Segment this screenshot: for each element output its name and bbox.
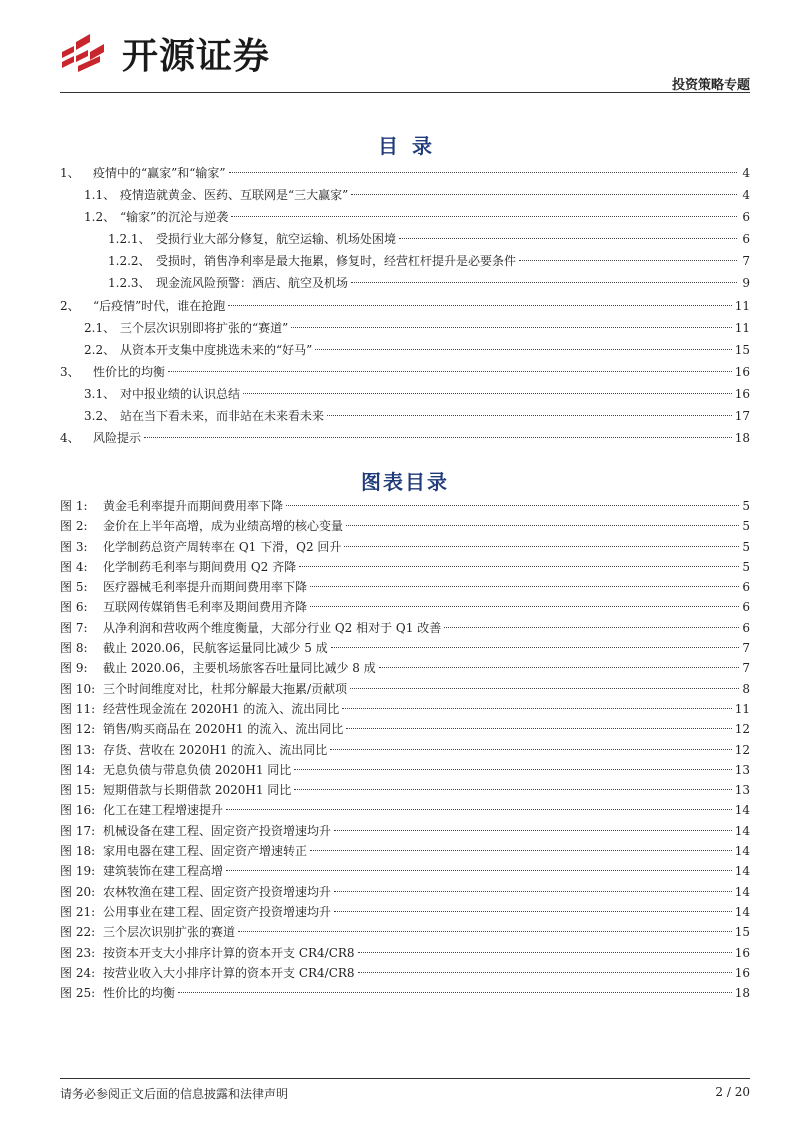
company-logo-icon bbox=[60, 30, 110, 76]
figure-entry-text: 截止 2020.06，民航客运量同比减少 5 成 bbox=[103, 641, 328, 656]
figure-entry-text: 经营性现金流在 2020H1 的流入、流出同比 bbox=[103, 701, 340, 716]
figure-entry-number: 图 5: bbox=[60, 580, 88, 595]
toc-entry[interactable] bbox=[60, 272, 750, 294]
figure-entry-text: 存货、营收在 2020H1 的流入、流出同比 bbox=[103, 742, 328, 757]
leader-dots bbox=[379, 667, 740, 668]
leader-dots bbox=[310, 586, 739, 587]
figure-entry[interactable] bbox=[60, 658, 750, 678]
figure-entry-page: 5 bbox=[742, 499, 750, 513]
toc-entry-text: 疫情中的“赢家”和“输家” bbox=[93, 166, 226, 180]
toc-entry-text: 现金流风险预警：酒店、航空及机场 bbox=[156, 276, 349, 291]
figure-entry-page: 5 bbox=[742, 539, 750, 554]
figure-entry-page: 8 bbox=[742, 681, 750, 696]
leader-dots bbox=[178, 992, 732, 993]
figure-entry[interactable] bbox=[60, 882, 750, 902]
figure-entry-text: 销售/购买商品在 2020H1 的流入、流出同比 bbox=[103, 722, 344, 737]
company-name: 开源证券 bbox=[122, 36, 271, 77]
toc-entry-number: 3.1、 bbox=[84, 386, 116, 401]
figure-entry-page: 18 bbox=[734, 986, 750, 1001]
figure-entry-number: 图 11: bbox=[60, 701, 96, 716]
figure-entry[interactable] bbox=[60, 821, 750, 841]
toc-entry-text: “后疫情”时代，谁在抢跑 bbox=[93, 298, 226, 313]
figure-entry-page: 11 bbox=[734, 701, 750, 716]
toc-entry-number: 1.1、 bbox=[84, 188, 116, 203]
figure-entry[interactable] bbox=[60, 780, 750, 800]
toc-entry-number: 3.2、 bbox=[84, 409, 116, 424]
figure-entry-number: 图 16: bbox=[60, 803, 96, 818]
footer-divider bbox=[60, 1078, 750, 1079]
figure-entry-text: 公用事业在建工程、固定资产投资增速均升 bbox=[103, 904, 332, 919]
leader-dots bbox=[334, 891, 732, 892]
toc-entry-number: 1.2.1、 bbox=[108, 232, 151, 247]
figure-entry[interactable] bbox=[60, 760, 750, 780]
toc-entry-text: 受损时，销售净利率是最大拖累，修复时，经营杠杆提升是必要条件 bbox=[156, 254, 517, 269]
toc-entry-text: 对中报业绩的认识总结 bbox=[120, 386, 241, 401]
leader-dots bbox=[358, 972, 732, 973]
figure-entry-number: 图 20: bbox=[60, 884, 96, 899]
figure-entry-number: 图 25: bbox=[60, 986, 96, 1001]
figure-entry-page: 7 bbox=[742, 661, 750, 676]
leader-dots bbox=[351, 282, 737, 283]
figure-entry-page: 13 bbox=[734, 762, 750, 777]
toc-entry[interactable] bbox=[60, 162, 750, 184]
figure-entry-text: 建筑装饰在建工程高增 bbox=[103, 864, 224, 879]
figure-entry[interactable] bbox=[60, 719, 750, 739]
figure-entry-number: 图 14: bbox=[60, 762, 96, 777]
figure-entry-number: 图 8: bbox=[60, 641, 88, 656]
toc-entry-page: 17 bbox=[734, 409, 750, 424]
table-of-contents bbox=[60, 162, 750, 449]
toc-entry-page: 6 bbox=[742, 210, 750, 225]
toc-entry[interactable] bbox=[60, 383, 750, 405]
toc-entry[interactable] bbox=[60, 250, 750, 272]
figure-entry-number: 图 9: bbox=[60, 661, 88, 676]
toc-entry-number: 1.2.3、 bbox=[108, 276, 151, 291]
figure-entry-text: 三个层次识别扩张的赛道 bbox=[103, 925, 236, 940]
leader-dots bbox=[238, 931, 732, 932]
page-number: 2 / 20 bbox=[715, 1085, 750, 1099]
figure-entry-text: 短期借款与长期借款 2020H1 同比 bbox=[103, 783, 292, 798]
toc-entry-text: 性价比的均衡 bbox=[93, 364, 166, 379]
leader-dots bbox=[291, 327, 731, 328]
figure-entry[interactable] bbox=[60, 516, 750, 536]
leader-dots bbox=[346, 728, 731, 729]
leader-dots bbox=[294, 789, 731, 790]
figure-entry-page: 13 bbox=[734, 783, 750, 798]
toc-entry-text: 受损行业大部分修复，航空运输、机场处困境 bbox=[156, 232, 397, 247]
figure-entry[interactable] bbox=[60, 800, 750, 820]
leader-dots bbox=[168, 371, 732, 372]
figure-entry-text: 家用电器在建工程、固定资产增速转正 bbox=[103, 844, 308, 859]
leader-dots bbox=[399, 238, 737, 239]
leader-dots bbox=[228, 305, 731, 306]
toc-entry-page: 18 bbox=[734, 431, 750, 446]
toc-entry-text: 三个层次识别即将扩张的“赛道” bbox=[120, 320, 289, 335]
figure-entry[interactable] bbox=[60, 943, 750, 963]
toc-entry[interactable] bbox=[60, 206, 750, 228]
leader-dots bbox=[350, 688, 739, 689]
toc-entry[interactable] bbox=[60, 295, 750, 317]
toc-entry-number: 4、 bbox=[60, 431, 80, 446]
figure-entry-page: 6 bbox=[742, 620, 750, 635]
toc-entry[interactable] bbox=[60, 405, 750, 427]
toc-entry-number: 3、 bbox=[60, 364, 80, 379]
toc-entry-number: 2.1、 bbox=[84, 320, 116, 335]
figure-entry-number: 图 17: bbox=[60, 823, 96, 838]
toc-entry-text: 风险提示 bbox=[93, 431, 142, 446]
figure-entry-text: 三个时间维度对比，杜邦分解最大拖累/贡献项 bbox=[103, 681, 348, 696]
figure-entry-text: 医疗器械毛利率提升而期间费用率下降 bbox=[103, 580, 308, 595]
figure-entry-number: 图 24: bbox=[60, 965, 96, 980]
figure-entry-page: 14 bbox=[734, 864, 750, 879]
figure-entry-number: 图 3: bbox=[60, 539, 88, 554]
figure-entry[interactable] bbox=[60, 679, 750, 699]
page-header bbox=[60, 22, 750, 92]
toc-entry-text: 站在当下看未来，而非站在未来看未来 bbox=[120, 409, 325, 424]
figure-entry-text: 化工在建工程增速提升 bbox=[103, 803, 224, 818]
footer-disclaimer: 请务必参阅正文后面的信息披露和法律声明 bbox=[60, 1087, 289, 1101]
leader-dots bbox=[231, 216, 737, 217]
toc-entry-text: 疫情造就黄金、医药、互联网是“三大赢家” bbox=[120, 188, 349, 203]
leader-dots bbox=[519, 260, 737, 261]
leader-dots bbox=[444, 627, 739, 628]
toc-entry-number: 2、 bbox=[60, 298, 80, 313]
figure-entry-page: 6 bbox=[742, 600, 750, 615]
toc-entry-page: 15 bbox=[734, 342, 750, 357]
figure-entry-number: 图 4: bbox=[60, 559, 88, 574]
leader-dots bbox=[226, 809, 732, 810]
leader-dots bbox=[331, 647, 740, 648]
figure-entry-page: 5 bbox=[742, 519, 750, 534]
figure-entry-page: 16 bbox=[734, 945, 750, 960]
figure-entry[interactable] bbox=[60, 557, 750, 577]
figure-entry-number: 图 1: bbox=[60, 499, 88, 513]
leader-dots bbox=[344, 546, 739, 547]
figure-entry[interactable] bbox=[60, 577, 750, 597]
figure-entry-number: 图 2: bbox=[60, 519, 88, 534]
toc-entry-page: 6 bbox=[742, 232, 750, 247]
leader-dots bbox=[346, 525, 739, 526]
figure-entry[interactable] bbox=[60, 740, 750, 760]
figure-entry-text: 化学制药毛利率与期间费用 Q2 齐降 bbox=[103, 559, 297, 574]
figure-entry-number: 图 7: bbox=[60, 620, 88, 635]
toc-entry-page: 11 bbox=[734, 320, 750, 335]
figure-entry-number: 图 12: bbox=[60, 722, 96, 737]
figure-entry-number: 图 13: bbox=[60, 742, 96, 757]
figure-entry[interactable] bbox=[60, 597, 750, 617]
leader-dots bbox=[286, 505, 739, 506]
figure-entry-text: 机械设备在建工程、固定资产投资增速均升 bbox=[103, 823, 332, 838]
toc-entry-page: 9 bbox=[742, 276, 750, 291]
toc-entry[interactable] bbox=[60, 184, 750, 206]
figure-entry-text: 互联网传媒销售毛利率及期间费用齐降 bbox=[103, 600, 308, 615]
toc-entry[interactable] bbox=[60, 228, 750, 250]
figure-list-title: 图表目录 bbox=[361, 470, 449, 494]
figure-entry-text: 无息负债与带息负债 2020H1 同比 bbox=[103, 762, 292, 777]
toc-entry-page: 4 bbox=[742, 188, 750, 203]
leader-dots bbox=[226, 870, 732, 871]
leader-dots bbox=[358, 952, 732, 953]
toc-entry-page: 4 bbox=[742, 166, 750, 180]
figure-entry-page: 7 bbox=[742, 641, 750, 656]
toc-entry-page: 16 bbox=[734, 386, 750, 401]
figure-entry-page: 6 bbox=[742, 580, 750, 595]
report-type: 投资策略专题 bbox=[671, 78, 750, 93]
figure-entry-text: 金价在上半年高增，成为业绩高增的核心变量 bbox=[103, 519, 344, 534]
figure-entry-page: 16 bbox=[734, 965, 750, 980]
leader-dots bbox=[315, 349, 731, 350]
leader-dots bbox=[310, 606, 739, 607]
toc-entry-number: 2.2、 bbox=[84, 342, 116, 357]
figure-entry-text: 化学制药总资产周转率在 Q1 下滑，Q2 回升 bbox=[103, 539, 342, 554]
leader-dots bbox=[334, 830, 732, 831]
toc-entry-page: 16 bbox=[734, 364, 750, 379]
toc-entry-page: 7 bbox=[742, 254, 750, 269]
figure-list bbox=[60, 496, 750, 1003]
toc-entry[interactable] bbox=[60, 317, 750, 339]
figure-entry-text: 黄金毛利率提升而期间费用率下降 bbox=[103, 499, 284, 513]
figure-entry-text: 性价比的均衡 bbox=[103, 986, 176, 1001]
leader-dots bbox=[294, 769, 731, 770]
figure-entry[interactable] bbox=[60, 963, 750, 983]
leader-dots bbox=[327, 415, 732, 416]
figure-entry-page: 14 bbox=[734, 904, 750, 919]
figure-entry-number: 图 19: bbox=[60, 864, 96, 879]
figure-entry-page: 5 bbox=[742, 559, 750, 574]
figure-entry[interactable] bbox=[60, 618, 750, 638]
figure-entry[interactable] bbox=[60, 537, 750, 557]
header-divider bbox=[60, 92, 750, 93]
toc-entry-page: 11 bbox=[734, 298, 750, 313]
figure-entry-page: 14 bbox=[734, 844, 750, 859]
figure-entry-page: 12 bbox=[734, 722, 750, 737]
figure-entry-page: 14 bbox=[734, 803, 750, 818]
figure-entry-text: 按资本开支大小排序计算的资本开支 CR4/CR8 bbox=[103, 945, 355, 960]
figure-entry[interactable] bbox=[60, 638, 750, 658]
figure-entry-page: 14 bbox=[734, 823, 750, 838]
figure-entry-number: 图 22: bbox=[60, 925, 96, 940]
figure-entry[interactable] bbox=[60, 861, 750, 881]
leader-dots bbox=[342, 708, 731, 709]
figure-entry-number: 图 10: bbox=[60, 681, 96, 696]
leader-dots bbox=[144, 437, 732, 438]
leader-dots bbox=[229, 172, 737, 173]
toc-entry-number: 1.2.2、 bbox=[108, 254, 151, 269]
leader-dots bbox=[243, 393, 732, 394]
figure-entry-number: 图 21: bbox=[60, 904, 96, 919]
figure-entry-number: 图 18: bbox=[60, 844, 96, 859]
leader-dots bbox=[330, 749, 731, 750]
figure-entry-text: 从净利润和营收两个维度衡量，大部分行业 Q2 相对于 Q1 改善 bbox=[103, 620, 442, 635]
figure-entry-text: 截止 2020.06，主要机场旅客吞吐量同比减少 8 成 bbox=[103, 661, 376, 676]
toc-entry[interactable] bbox=[60, 427, 750, 449]
figure-entry[interactable] bbox=[60, 496, 750, 516]
figure-entry-text: 按营业收入大小排序计算的资本开支 CR4/CR8 bbox=[103, 965, 355, 980]
figure-entry-text: 农林牧渔在建工程、固定资产投资增速均升 bbox=[103, 884, 332, 899]
toc-entry[interactable] bbox=[60, 361, 750, 383]
figure-entry-page: 15 bbox=[734, 925, 750, 940]
toc-entry-text: 从资本开支集中度挑选未来的“好马” bbox=[120, 342, 313, 357]
toc-entry[interactable] bbox=[60, 339, 750, 361]
figure-entry[interactable] bbox=[60, 983, 750, 1003]
figure-entry-number: 图 6: bbox=[60, 600, 88, 615]
figure-entry-number: 图 23: bbox=[60, 945, 96, 960]
figure-entry[interactable] bbox=[60, 902, 750, 922]
figure-entry[interactable] bbox=[60, 841, 750, 861]
leader-dots bbox=[299, 566, 739, 567]
leader-dots bbox=[310, 850, 732, 851]
figure-entry[interactable] bbox=[60, 699, 750, 719]
figure-entry-page: 14 bbox=[734, 884, 750, 899]
toc-entry-text: “输家”的沉沦与逆袭 bbox=[120, 210, 229, 225]
toc-title: 目录 bbox=[378, 134, 446, 158]
leader-dots bbox=[351, 194, 737, 195]
toc-entry-number: 1、 bbox=[60, 166, 80, 180]
toc-entry-number: 1.2、 bbox=[84, 210, 116, 225]
figure-entry-number: 图 15: bbox=[60, 783, 96, 798]
figure-entry-page: 12 bbox=[734, 742, 750, 757]
figure-entry[interactable] bbox=[60, 922, 750, 942]
leader-dots bbox=[334, 911, 732, 912]
